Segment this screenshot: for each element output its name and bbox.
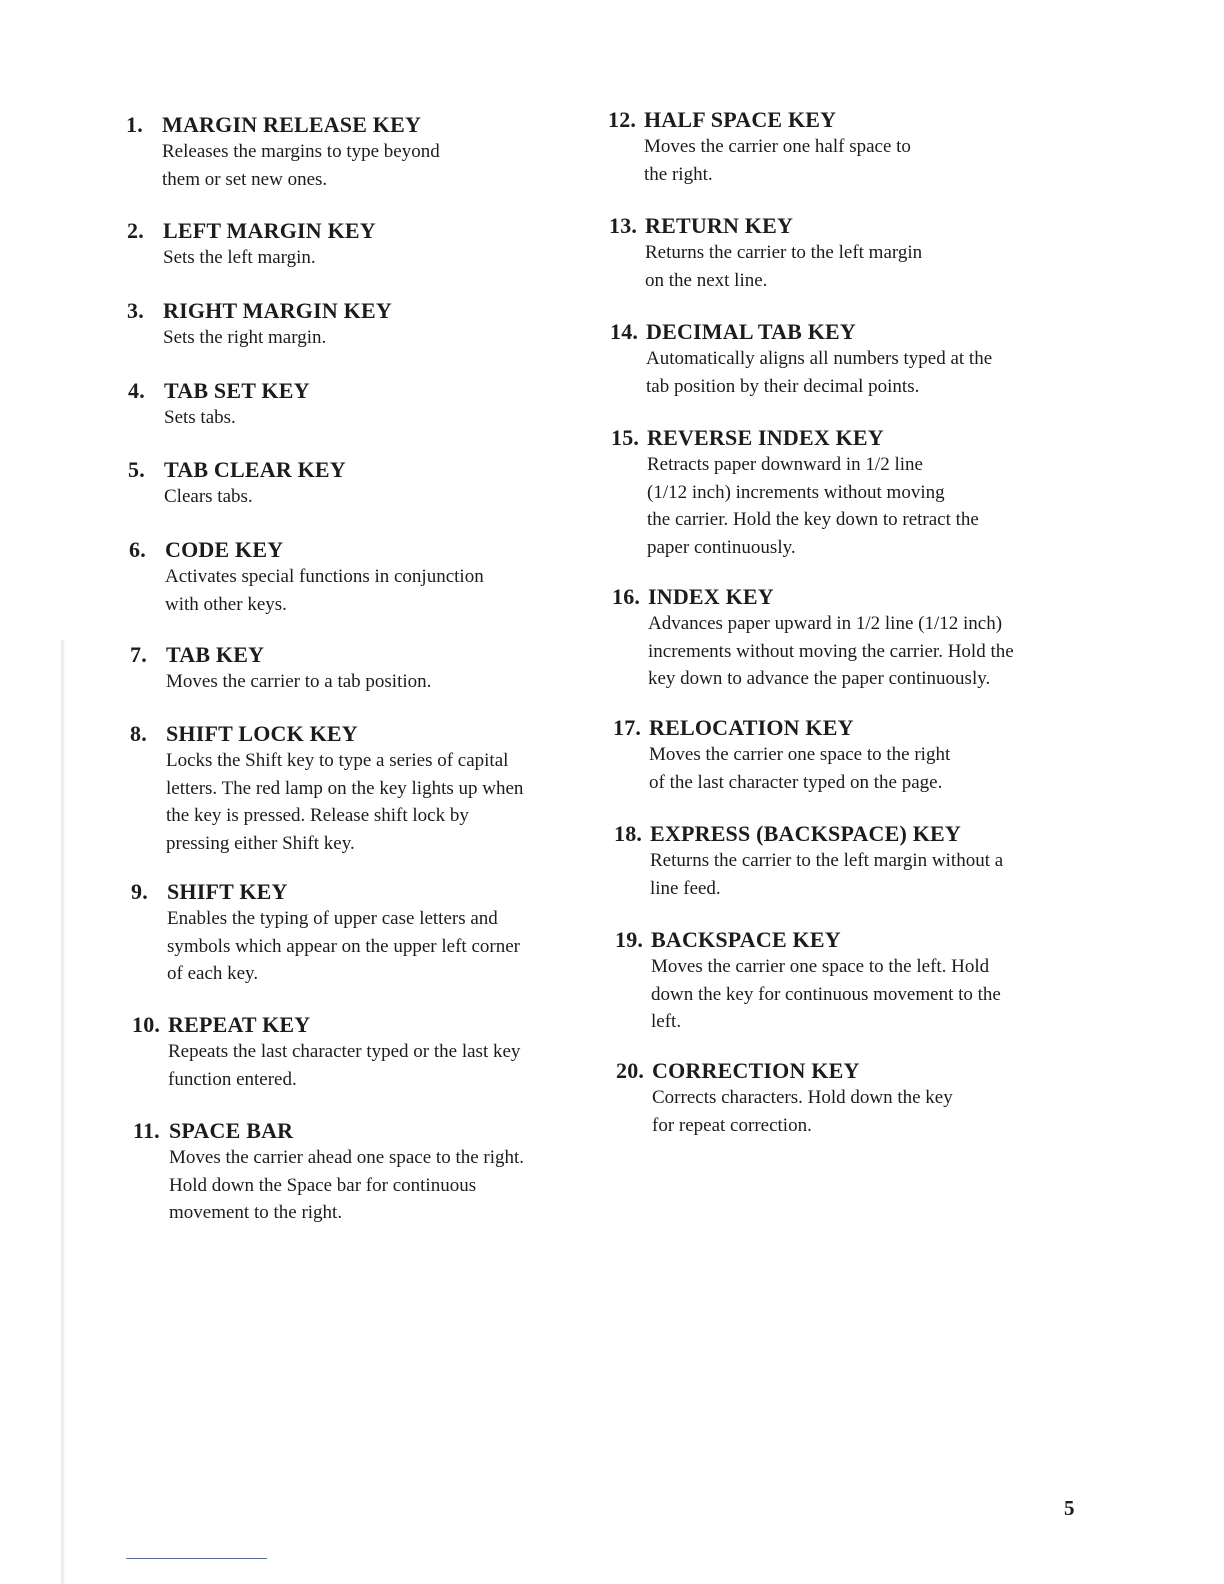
item-description: Sets the left margin. (163, 247, 316, 268)
item-heading (614, 821, 1074, 847)
item-number: 17. (613, 715, 642, 740)
item-number: 5. (128, 457, 145, 482)
item-number: 14. (610, 319, 639, 344)
item-description: Corrects characters. Hold down the key for repeat correction. (652, 1087, 953, 1136)
item-number: 1. (126, 112, 143, 137)
item-number: 3. (127, 298, 144, 323)
item-number: 19. (615, 927, 644, 952)
item-title: TAB CLEAR KEY (164, 457, 346, 482)
item-description: Returns the carrier to the left margin on the next line. (645, 242, 923, 291)
key-description-item (613, 715, 1073, 796)
binding-shadow (60, 640, 65, 1584)
item-description: Moves the carrier to a tab position. (166, 671, 432, 692)
key-description-item (130, 642, 590, 696)
item-heading (128, 457, 588, 483)
item-heading (130, 721, 590, 747)
item-number: 13. (609, 213, 638, 238)
item-title: BACKSPACE KEY (651, 927, 841, 952)
item-heading (127, 298, 587, 324)
key-description-item (132, 1012, 592, 1093)
item-title: LEFT MARGIN KEY (163, 218, 376, 243)
item-number: 7. (130, 642, 147, 667)
item-title: SPACE BAR (169, 1118, 294, 1143)
item-description: Repeats the last character typed or the last key function entered. (168, 1041, 521, 1090)
item-description: Activates special functions in conjunction with other keys. (165, 566, 484, 615)
item-heading (126, 112, 586, 138)
item-number: 18. (614, 821, 643, 846)
item-description: Moves the carrier one space to the right of the last character typed on the page. (649, 744, 951, 793)
item-heading (129, 537, 589, 563)
item-description: Clears tabs. (164, 486, 253, 507)
key-description-item (127, 298, 587, 352)
item-description: Sets the right margin. (163, 327, 327, 348)
item-title: HALF SPACE KEY (644, 107, 837, 132)
item-title: RIGHT MARGIN KEY (163, 298, 392, 323)
key-description-item (128, 378, 588, 432)
item-heading (613, 715, 1073, 741)
key-description-item (127, 218, 587, 272)
item-heading (612, 584, 1072, 610)
item-title: CODE KEY (165, 537, 284, 562)
item-title: EXPRESS (BACKSPACE) KEY (650, 821, 962, 846)
item-title: SHIFT KEY (167, 879, 288, 904)
item-title: INDEX KEY (648, 584, 774, 609)
item-heading (610, 319, 1070, 345)
key-description-item (616, 1058, 1076, 1139)
item-number: 10. (132, 1012, 161, 1037)
item-number: 11. (133, 1118, 160, 1143)
item-title: TAB SET KEY (164, 378, 310, 403)
item-number: 15. (611, 425, 640, 450)
item-number: 8. (130, 721, 147, 746)
key-description-item (612, 584, 1072, 693)
key-description-item (130, 721, 590, 857)
item-number: 2. (127, 218, 144, 243)
item-heading (608, 107, 1068, 133)
item-number: 16. (612, 584, 641, 609)
item-heading (132, 1012, 592, 1038)
key-description-item (614, 821, 1074, 902)
key-description-item (128, 457, 588, 511)
item-heading (128, 378, 588, 404)
item-description: Advances paper upward in 1/2 line (1/12 inch) increments without moving the carrier. Hold the key down to advance the paper continuously. (648, 613, 1014, 689)
item-description: Returns the carrier to the left margin without a line feed. (650, 850, 1004, 899)
item-heading (131, 879, 591, 905)
item-heading (616, 1058, 1076, 1084)
item-description: Moves the carrier ahead one space to the right. Hold down the Space bar for continuous movement to the right. (169, 1147, 525, 1223)
item-title: RELOCATION KEY (649, 715, 854, 740)
item-number: 4. (128, 378, 145, 403)
item-title: DECIMAL TAB KEY (646, 319, 857, 344)
item-title: CORRECTION KEY (652, 1058, 860, 1083)
item-number: 6. (129, 537, 146, 562)
key-description-item (608, 107, 1068, 188)
item-heading (130, 642, 590, 668)
item-number: 12. (608, 107, 637, 132)
footer-rule (126, 1558, 267, 1559)
item-description: Moves the carrier one half space to the right. (644, 136, 911, 185)
key-description-item (610, 319, 1070, 400)
key-description-item (611, 425, 1071, 561)
item-heading (127, 218, 587, 244)
item-heading (615, 927, 1075, 953)
item-description: Moves the carrier one space to the left. Hold down the key for continuous movement to the left. (651, 956, 1001, 1032)
item-description: Enables the typing of upper case letters and symbols which appear on the upper left corner of each key. (167, 908, 520, 984)
item-title: REVERSE INDEX KEY (647, 425, 884, 450)
key-description-item (609, 213, 1069, 294)
item-heading (611, 425, 1071, 451)
key-description-item (131, 879, 591, 988)
item-description: Automatically aligns all numbers typed at the tab position by their decimal points. (646, 348, 993, 397)
item-heading (609, 213, 1069, 239)
key-description-item (129, 537, 589, 618)
item-number: 20. (616, 1058, 645, 1083)
item-title: MARGIN RELEASE KEY (162, 112, 422, 137)
key-description-item (615, 927, 1075, 1036)
item-title: RETURN KEY (645, 213, 794, 238)
item-number: 9. (131, 879, 148, 904)
item-description: Releases the margins to type beyond them or set new ones. (162, 141, 440, 190)
item-description: Sets tabs. (164, 407, 236, 428)
item-title: REPEAT KEY (168, 1012, 311, 1037)
item-description: Locks the Shift key to type a series of capital letters. The red lamp on the key lights up when the key is pressed. Release shift lock by pressing either Shift key. (166, 750, 524, 854)
item-heading (133, 1118, 593, 1144)
item-description: Retracts paper downward in 1/2 line (1/12 inch) increments without moving the carrier. Hold the key down to retract the paper continuously. (647, 454, 979, 558)
item-title: TAB KEY (166, 642, 265, 667)
item-title: SHIFT LOCK KEY (166, 721, 358, 746)
key-description-item (133, 1118, 593, 1227)
page-number: 5 (1064, 1496, 1075, 1520)
key-description-item (126, 112, 586, 193)
